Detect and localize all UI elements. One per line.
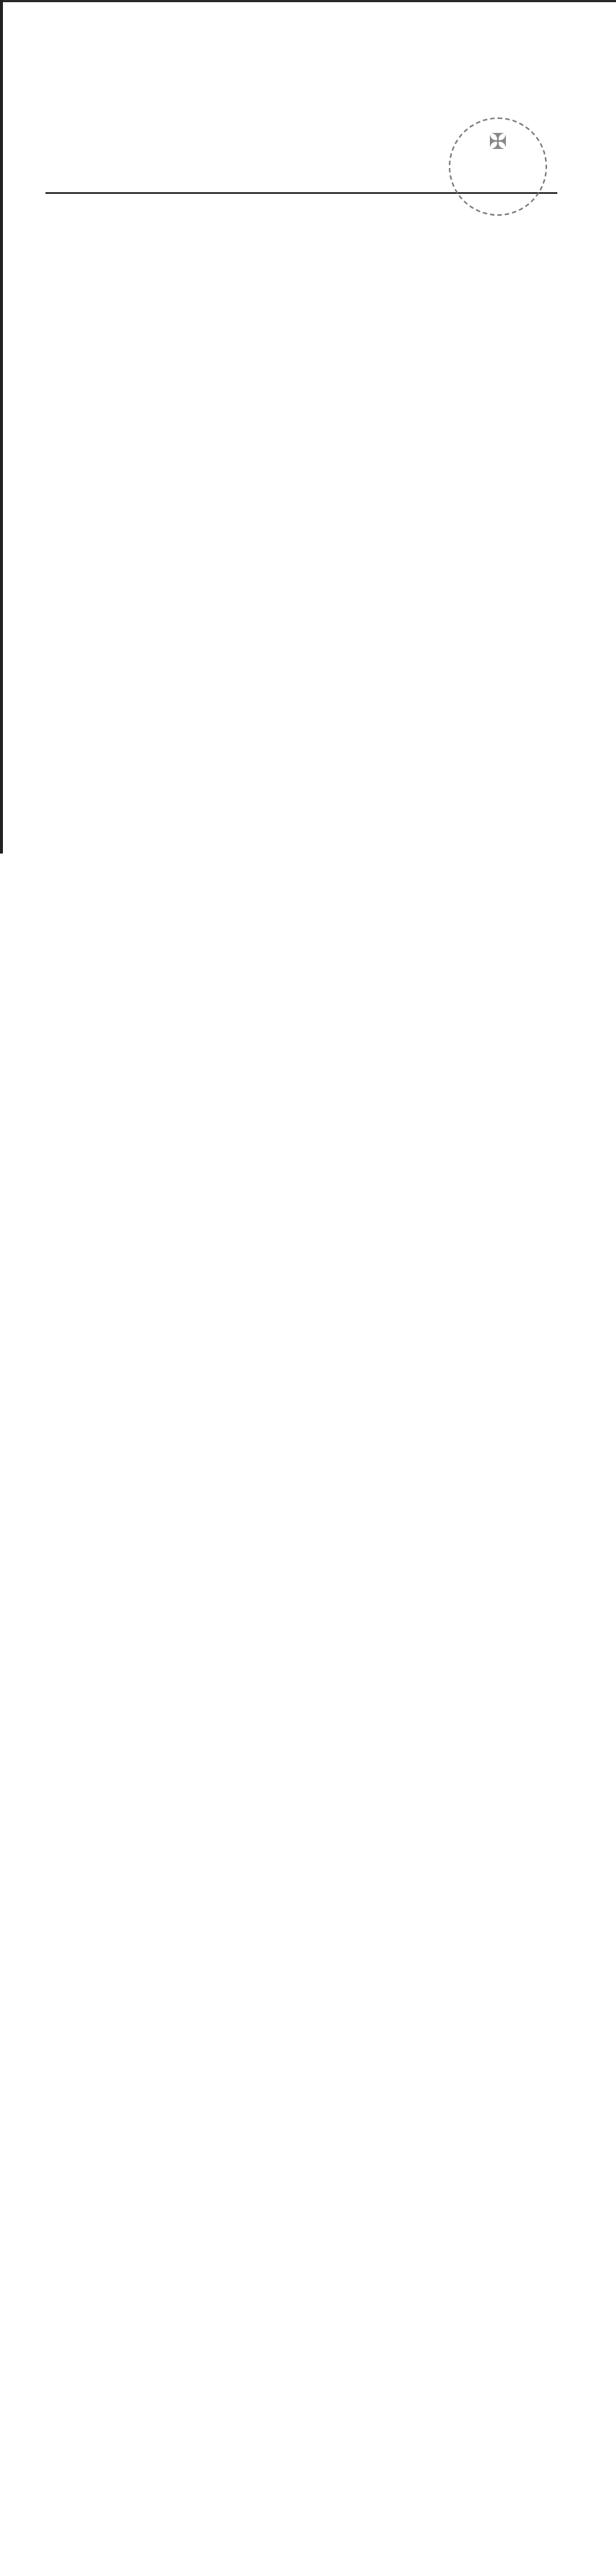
eagle-icon: ✠	[488, 130, 507, 154]
page-edge	[3, 0, 616, 2]
notary-stamp	[449, 117, 547, 216]
contract-page-1	[0, 0, 616, 854]
